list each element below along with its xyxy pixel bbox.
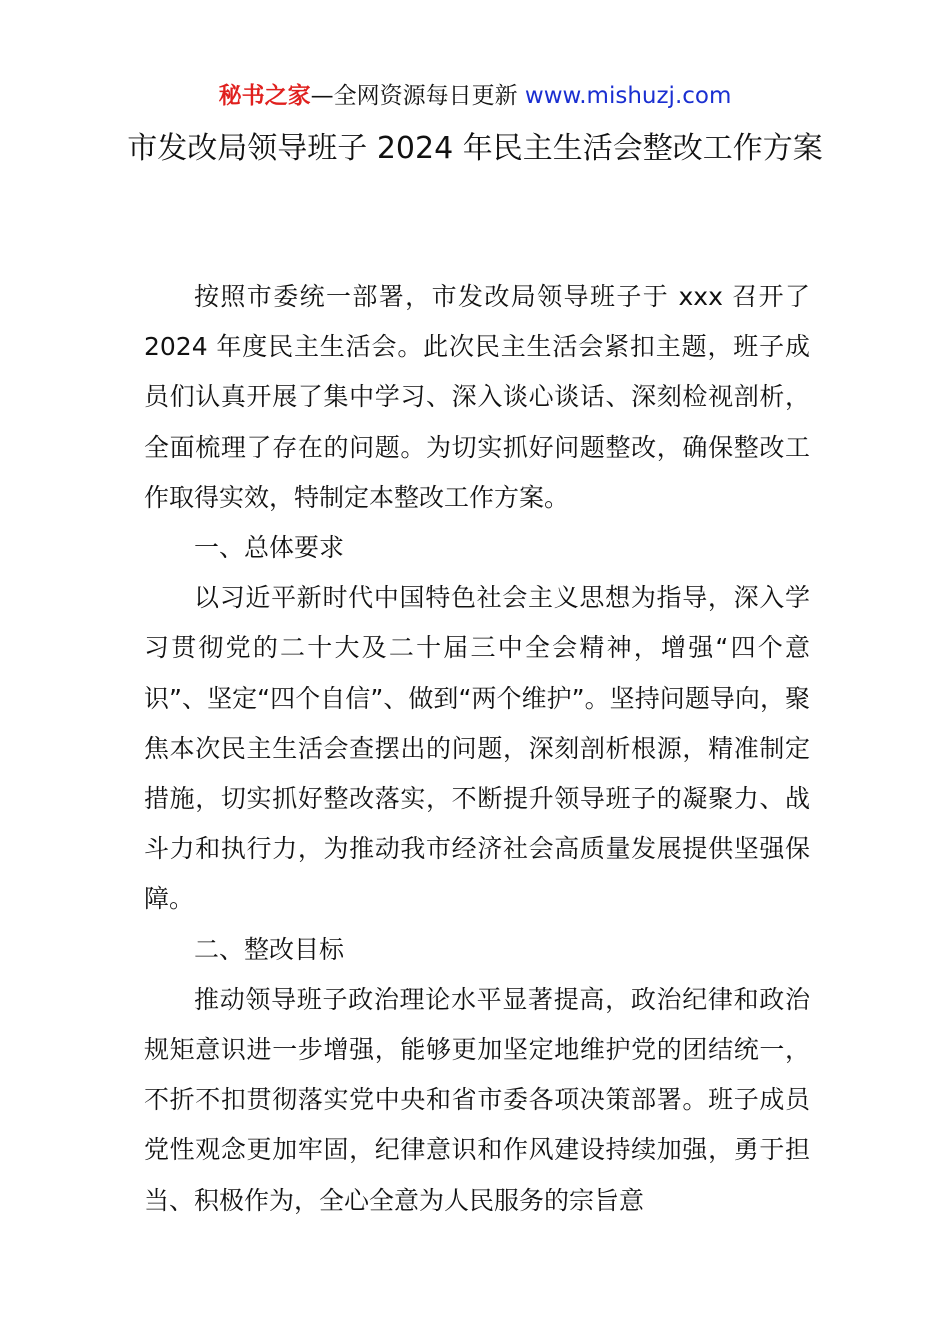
banner-tagline: —全网资源每日更新 <box>310 83 525 109</box>
site-banner <box>0 80 950 112</box>
section-paragraph-rectification-goals: 推动领导班子政治理论水平显著提高，政治纪律和政治规矩意识进一步增强，能够更加坚定地维护党的团结统一，不折不扣贯彻落实党中央和省市委各项决策部署。班子成员党性观念更加牢固，纪律意识和作风建设持续加强，勇于担当、积极作为，全心全意为人民服务的宗旨意 <box>144 984 810 1215</box>
intro-paragraph: 按照市委统一部署，市发改局领导班子于 xxx 召开了 2024 年度民主生活会。此次民主生活会紧扣主题，班子成员们认真开展了集中学习、深入谈心谈话、深刻检视剖析，全面梳理了存在的问题。为切实抓好问题整改，确保整改工作取得实效，特制定本整改工作方案。 <box>144 282 810 512</box>
document-title: 市发改局领导班子 2024 年民主生活会整改工作方案 <box>127 131 823 166</box>
brand-name: 秘书之家 <box>218 83 311 109</box>
section-heading-rectification-goals: 二、整改目标 <box>194 934 345 964</box>
document-body <box>144 272 810 1226</box>
section-paragraph-overall-requirements: 以习近平新时代中国特色社会主义思想为指导，深入学习贯彻党的二十大及二十届三中全会精神，增强“四个意识”、坚定“四个自信”、做到“两个维护”。坚持问题导向，聚焦本次民主生活会查摆出的问题，深刻剖析根源，精准制定措施，切实抓好整改落实，不断提升领导班子的凝聚力、战斗力和执行力，为推动我市经济社会高质量发展提供坚强保障。 <box>144 583 810 914</box>
site-url-link[interactable]: www.mishuzj.com <box>524 83 732 109</box>
section-heading-overall-requirements: 一、总体要求 <box>194 533 345 563</box>
